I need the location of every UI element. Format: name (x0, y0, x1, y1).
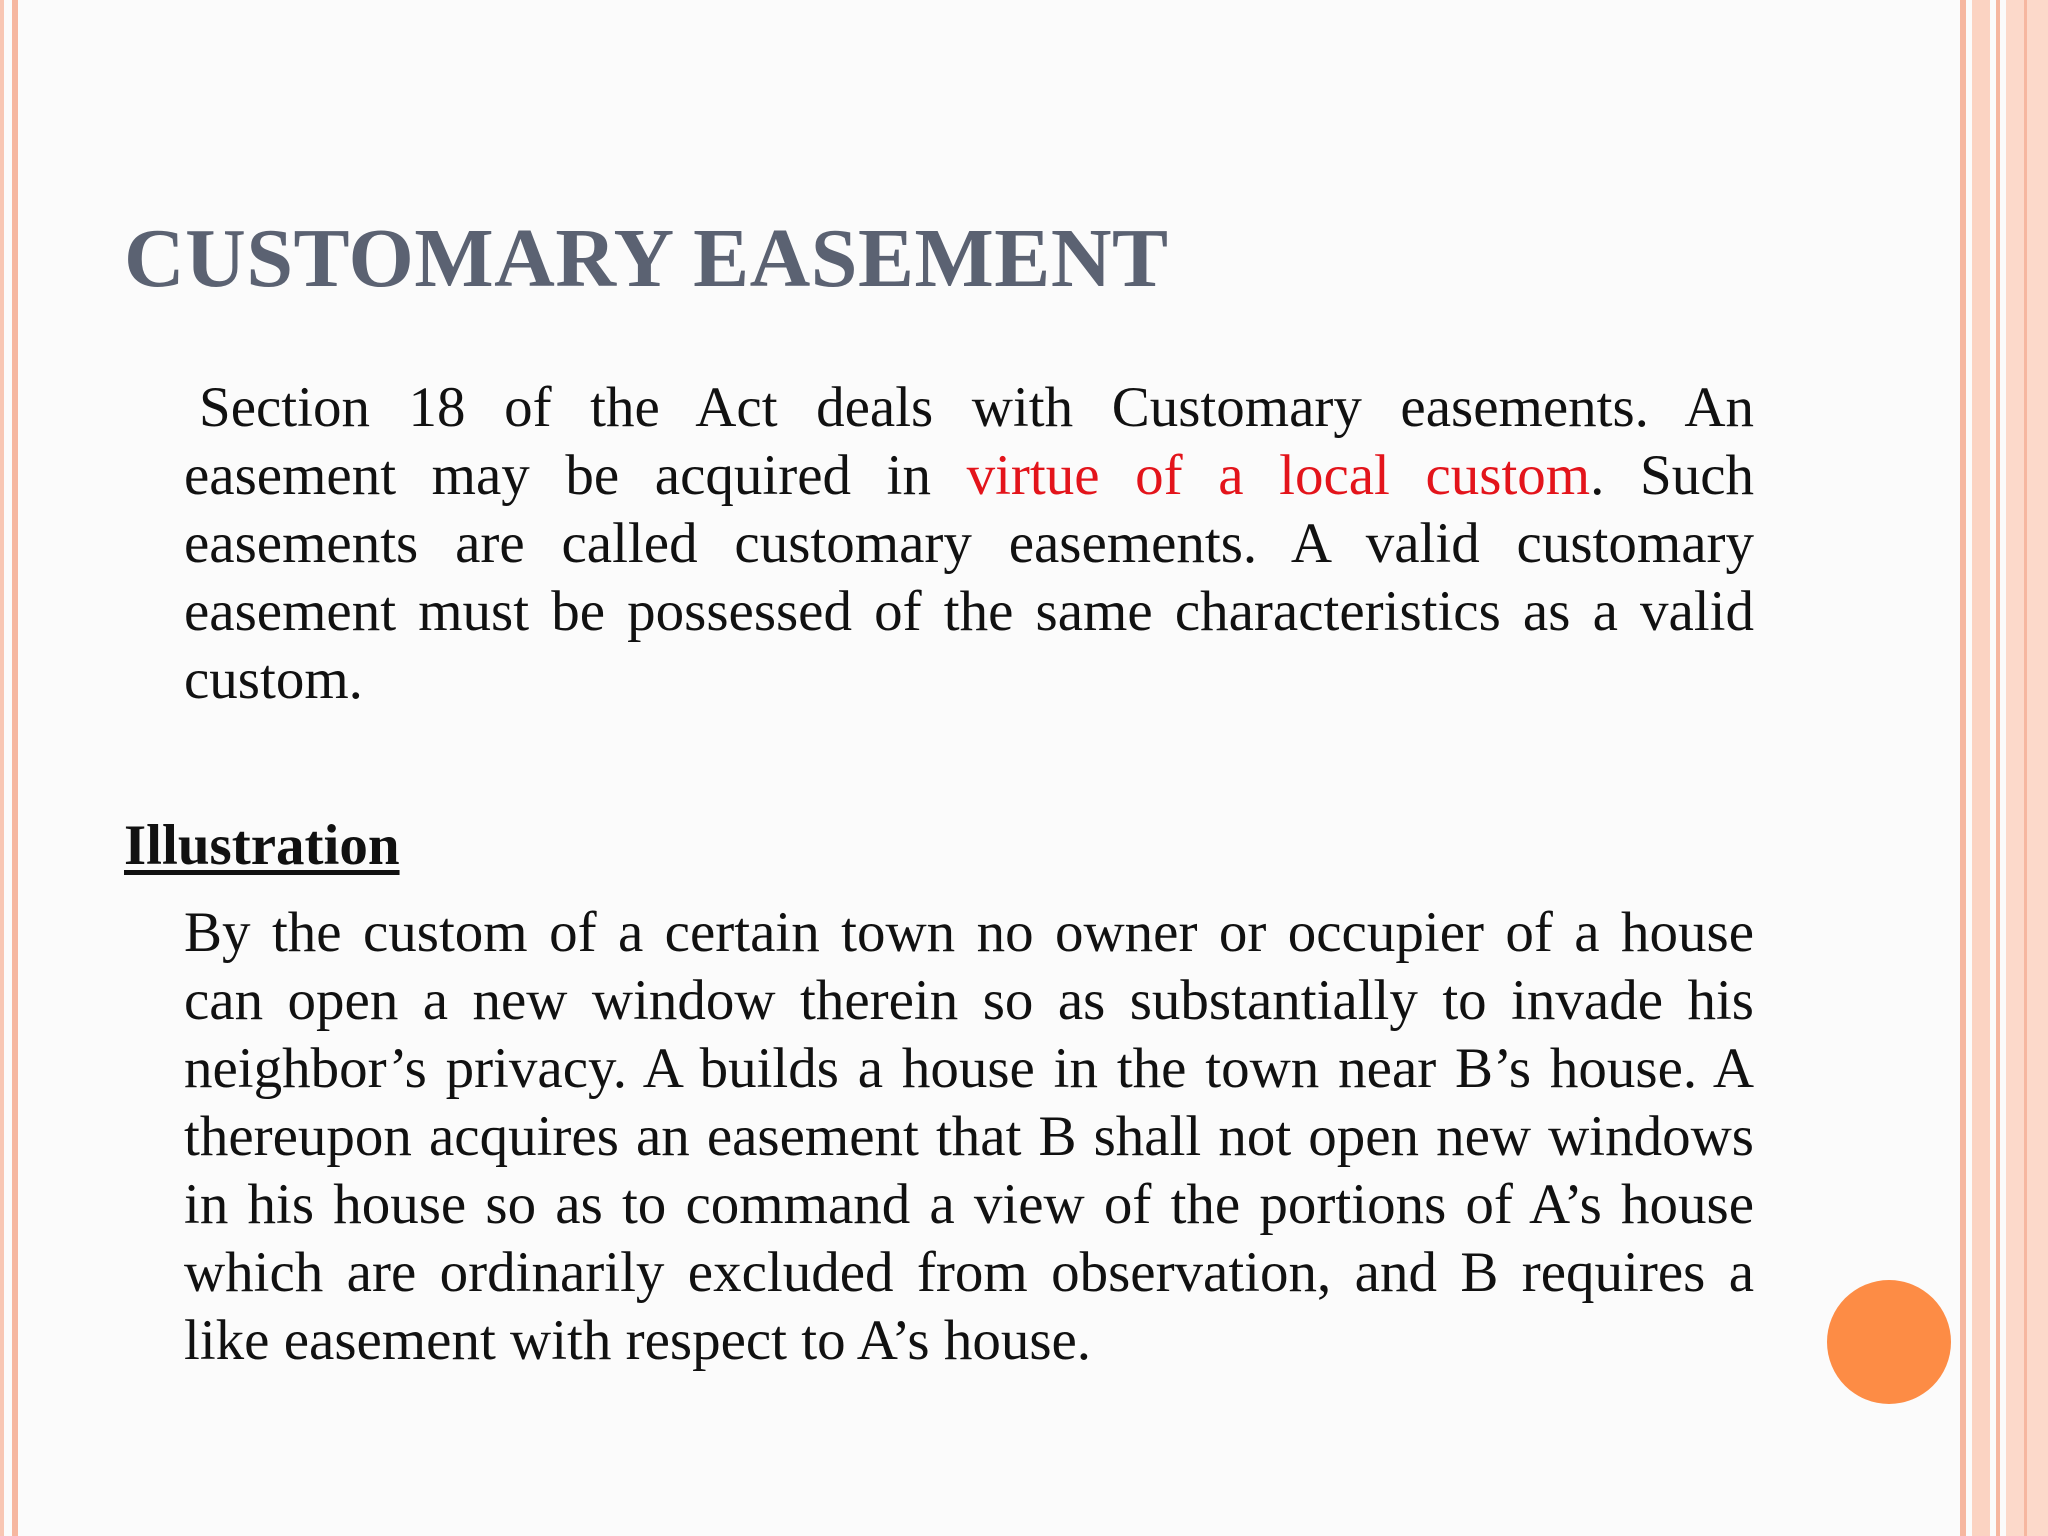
left-border-stripe (0, 0, 4, 1536)
decorative-circle (1827, 1280, 1951, 1404)
paragraph-text: Section 18 of the Act deals with Customary easements. An easement may be acquired in (184, 376, 1754, 507)
highlighted-text: virtue of a local custom (966, 444, 1591, 507)
right-border-band (2006, 0, 2048, 1536)
right-border-stripe (2024, 0, 2027, 1536)
illustration-paragraph: By the custom of a certain town no owner or occupier of a house can open a new window therein so as substantially to invade his neighbor’s privacy. A builds a house in the town near B’s house. A thereupon acquires an easement that B shall not open new windows in his house so as to command a view of the portions of A’s house which are ordinarily excluded from observation, and B requires a like easement with respect to A’s house. (184, 901, 1754, 1372)
section-18-paragraph (184, 374, 1754, 714)
right-border-stripe (1960, 0, 1966, 1536)
slide-title: CUSTOMARY EASEMENT (124, 212, 1169, 305)
paragraph-text: . Such easements are called customary easements. A valid customary easement must be possessed of the same characteristics as a valid custom. (184, 444, 1754, 711)
right-border-band (1972, 0, 1990, 1536)
right-border-stripe (1996, 0, 2000, 1536)
left-border-stripe-inner (12, 0, 18, 1536)
illustration-heading: Illustration (124, 814, 400, 877)
